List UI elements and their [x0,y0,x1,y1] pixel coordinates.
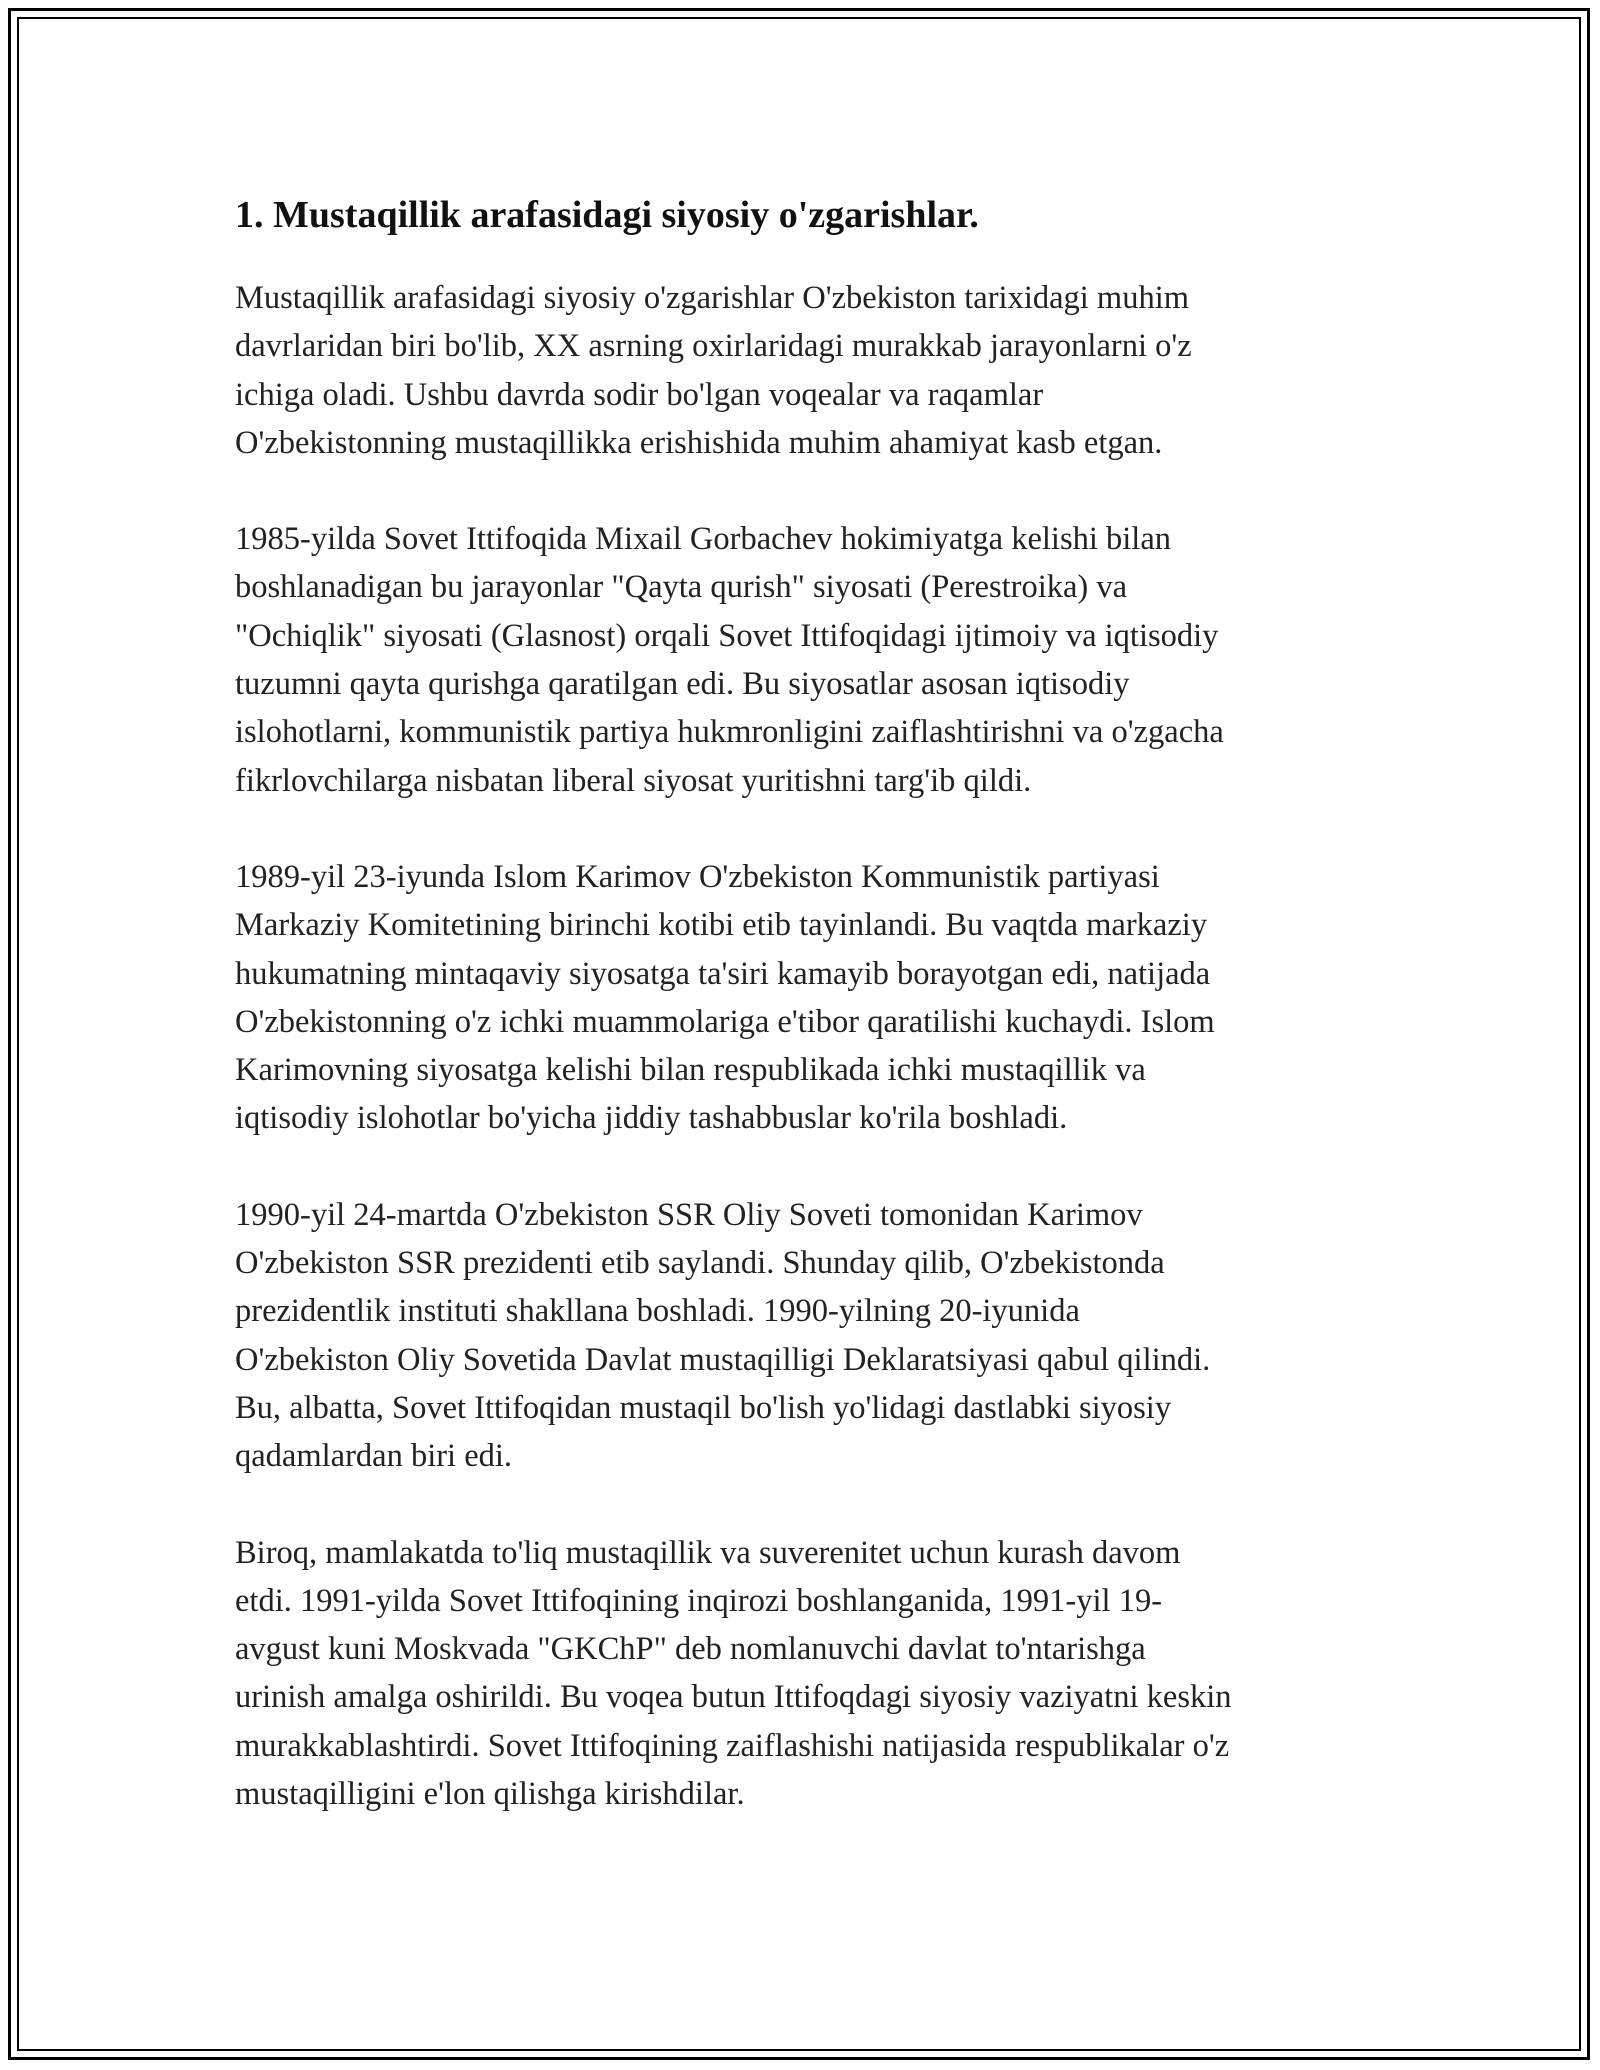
paragraph-intro: Mustaqillik arafasidagi siyosiy o'zgarishlar O'zbekiston tarixidagi muhim davrlaridan biri bo'lib, XX asrning oxirlaridagi murakkab jarayonlarni o'z ichiga oladi. Ushbu davrda sodir bo'lgan voqealar va raqamlar O'zbekistonning mustaqillikka erishishida muhim ahamiyat kasb etgan. [235,280,1192,461]
paragraph-presidency-declaration: 1990-yil 24-martda O'zbekiston SSR Oliy Soveti tomonidan Karimov O'zbekiston SSR prezidenti etib saylandi. Shunday qilib, O'zbekistonda prezidentlik instituti shakllana boshladi. 1990-yilning 20-iyunida O'zbekiston Oliy Sovetida Davlat mustaqilligi Deklaratsiyasi qabul qilindi. Bu, albatta, Sovet Ittifoqidan mustaqil bo'lish yo'lidagi dastlabki siyosiy qadamlardan biri edi. [235,1196,1211,1475]
document-title: 1. Mustaqillik arafasidagi siyosiy o'zgarishlar. [235,194,979,236]
paragraph-independence-struggle: Biroq, mamlakatda to'liq mustaqillik va suverenitet uchun kurash davom etdi. 1991-yilda Sovet Ittifoqining inqirozi boshlanganida, 1991-yil 19- avgust kuni Moskvada "GKChP" deb nomlanuvchi davlat to'ntarishga urinish amalga oshirildi. Bu voqea butun Ittifoqdagi siyosiy vaziyatni keskin murakkablashtirdi. Sovet Ittifoqining zaiflashishi natijasida respublikalar o'z mustaqilligini e'lon qilishga kirishdilar. [235,1534,1232,1813]
paragraph-perestroika: 1985-yilda Sovet Ittifoqida Mixail Gorbachev hokimiyatga kelishi bilan boshlanadigan bu jarayonlar "Qayta qurish" siyosati (Perestroika) va "Ochiqlik" siyosati (Glasnost) orqali Sovet Ittifoqidagi ijtimoiy va iqtisodiy tuzumni qayta qurishga qaratilgan edi. Bu siyosatlar asosan iqtisodiy islohotlarni, kommunistik partiya hukmronligini zaiflashtirishni va o'zgacha fikrlovchilarga nisbatan liberal siyosat yuritishni targ'ib qildi. [235,521,1224,799]
paragraph-karimov-appointment: 1989-yil 23-iyunda Islom Karimov O'zbekiston Kommunistik partiyasi Markaziy Komitetining birinchi kotibi etib tayinlandi. Bu vaqtda markaziy hukumatning mintaqaviy siyosatga ta'siri kamayib borayotgan edi, natijada O'zbekistonning o'z ichki muammolariga e'tibor qaratilishi kuchaydi. Islom Karimovning siyosatga kelishi bilan respublikada ichki mustaqillik va iqtisodiy islohotlar bo'yicha jiddiy tashabbuslar ko'rila boshladi. [235,858,1215,1137]
document-body [235,184,1375,1866]
